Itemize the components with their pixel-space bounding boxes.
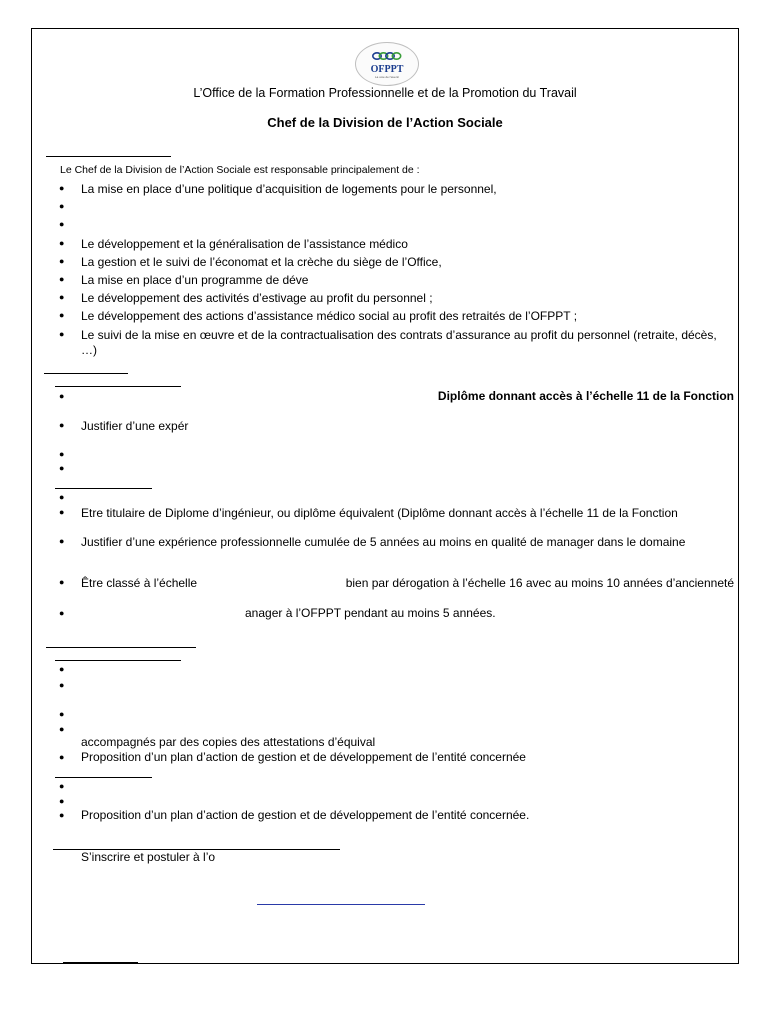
internal-scale-start: Être classé à l’échelle [81, 576, 198, 590]
ofppt-logo [355, 42, 419, 86]
subsection-rule-dossier-internal [55, 777, 152, 778]
bullet-icon: ● [59, 492, 65, 502]
bullet-icon: ● [59, 796, 65, 806]
bullet-icon: ● [59, 201, 65, 211]
organization-name: L’Office de la Formation Professionnelle et de la Promotion du Travail [193, 86, 577, 100]
bullet-icon: ● [59, 608, 65, 618]
section-rule-dossier [46, 647, 196, 648]
application-text: S’inscrire et postuler à l’o [81, 850, 216, 864]
dossier-external-plan: Proposition d’un plan d’action de gestion et de développement de l’entité concernée [81, 750, 526, 764]
bullet-icon: ● [59, 238, 65, 248]
internal-diploma: Etre titulaire de Diplome d’ingénieur, ou diplôme équivalent (Diplôme donnant accès à l’échelle 11 de la Fonction [81, 506, 678, 520]
dossier-attestations: accompagnés par des copies des attestations d’équival [81, 735, 376, 749]
mission-item: Le développement des activités d’estivage au profit du personnel ; [81, 291, 433, 305]
bullet-icon: ● [59, 274, 65, 284]
logo-rings-icon [372, 51, 402, 61]
bullet-icon: ● [59, 507, 65, 517]
page-title: Chef de la Division de l’Action Sociale [267, 115, 503, 130]
subsection-rule-external [55, 386, 181, 387]
mission-item: Le suivi de la mise en œuvre et de la contractualisation des contrats d’assurance au profit du personnel (retraite, décès, …) [81, 328, 717, 357]
bullet-icon: ● [59, 577, 65, 587]
bullet-icon: ● [59, 724, 65, 734]
section-rule-profile [44, 373, 128, 374]
internal-scale-end: bien par dérogation à l’échelle 16 avec au moins 10 années d’ancienneté [345, 576, 734, 590]
internal-experience: Justifier d’une expérience professionnelle cumulée de 5 années au moins en qualité de manager dans le domaine [81, 535, 686, 549]
footer-rule [63, 962, 138, 964]
bullet-icon: ● [59, 680, 65, 690]
subsection-rule-internal [55, 488, 152, 489]
bullet-icon: ● [59, 391, 65, 401]
bullet-icon: ● [59, 449, 65, 459]
bullet-icon: ● [59, 329, 65, 339]
bullet-icon: ● [59, 810, 65, 820]
missions-intro: Le Chef de la Division de l’Action Sociale est responsable principalement de : [60, 164, 420, 176]
application-link[interactable] [257, 904, 425, 905]
bullet-icon: ● [59, 463, 65, 473]
bullet-icon: ● [59, 310, 65, 320]
subsection-rule-dossier-external [55, 660, 181, 661]
bullet-icon: ● [59, 536, 65, 546]
bullet-icon: ● [59, 664, 65, 674]
mission-item: La mise en place d’une politique d’acquisition de logements pour le personnel, [81, 182, 497, 196]
internal-manager: anager à l’OFPPT pendant au moins 5 années. [245, 606, 496, 620]
logo-tagline: La voie de l'avenir [374, 75, 400, 79]
external-experience: Justifier d’une expér [81, 419, 189, 433]
mission-item: La gestion et le suivi de l’économat et la crèche du siège de l’Office, [81, 255, 442, 269]
bullet-icon: ● [59, 256, 65, 266]
bullet-icon: ● [59, 219, 65, 229]
dossier-internal-plan: Proposition d’un plan d’action de gestion et de développement de l’entité concernée. [81, 808, 530, 822]
section-rule-missions [46, 156, 171, 157]
bullet-icon: ● [59, 183, 65, 193]
bullet-icon: ● [59, 752, 65, 762]
logo-text: OFPPT [370, 64, 404, 75]
external-diploma: Diplôme donnant accès à l’échelle 11 de la Fonction [437, 389, 734, 403]
bullet-icon: ● [59, 420, 65, 430]
bullet-icon: ● [59, 781, 65, 791]
mission-item: La mise en place d’un programme de déve [81, 273, 309, 287]
bullet-icon: ● [59, 709, 65, 719]
mission-item: Le développement et la généralisation de l’assistance médico [81, 237, 408, 251]
bullet-icon: ● [59, 292, 65, 302]
mission-item: Le développement des actions d’assistance médico social au profit des retraités de l’OFPPT ; [81, 309, 578, 323]
